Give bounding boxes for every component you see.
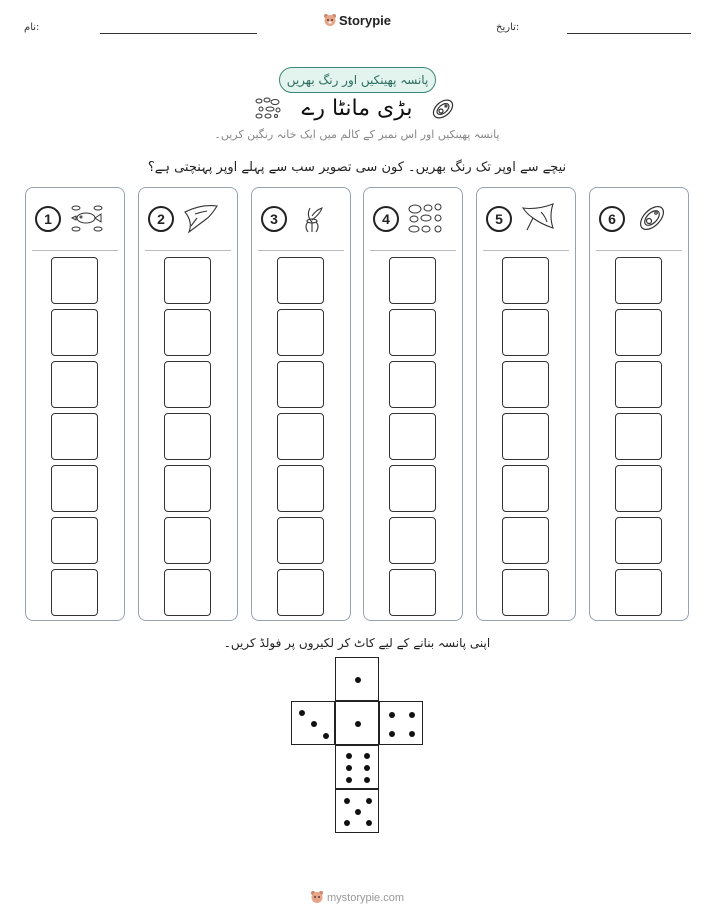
column-divider <box>483 250 569 251</box>
color-box[interactable] <box>51 569 98 616</box>
color-box[interactable] <box>502 257 549 304</box>
color-box[interactable] <box>277 465 324 512</box>
activity-pill: پانسہ پھینکیں اور رنگ بھریں <box>279 67 436 93</box>
manta-ray-icon <box>181 202 221 234</box>
color-box[interactable] <box>502 413 549 460</box>
die-face-6 <box>335 745 379 789</box>
die-pip <box>346 753 352 759</box>
color-box[interactable] <box>502 517 549 564</box>
die-pip <box>355 809 361 815</box>
color-box[interactable] <box>502 465 549 512</box>
color-box[interactable] <box>164 257 211 304</box>
color-box[interactable] <box>277 257 324 304</box>
die-pip <box>299 710 305 716</box>
color-box[interactable] <box>277 517 324 564</box>
column-3 <box>251 187 351 621</box>
color-box[interactable] <box>164 465 211 512</box>
color-box[interactable] <box>615 413 662 460</box>
instruction: نیچے سے اوپر تک رنگ بھریں۔ کون سی تصویر سب سے پہلے اوپر پہنچتی ہے؟ <box>147 160 567 175</box>
plankton-icon <box>253 96 283 120</box>
microbe-icon <box>632 202 672 234</box>
color-box[interactable] <box>615 257 662 304</box>
color-box[interactable] <box>164 309 211 356</box>
color-box[interactable] <box>389 309 436 356</box>
die-pip <box>346 765 352 771</box>
color-box[interactable] <box>51 309 98 356</box>
color-box[interactable] <box>502 309 549 356</box>
column-divider <box>258 250 344 251</box>
column-number: 6 <box>599 206 625 232</box>
color-box[interactable] <box>615 569 662 616</box>
die-pip <box>364 753 370 759</box>
color-box[interactable] <box>164 569 211 616</box>
column-number: 4 <box>373 206 399 232</box>
color-box[interactable] <box>51 257 98 304</box>
title-text: بڑی مانٹا رے <box>301 96 413 121</box>
color-box[interactable] <box>164 517 211 564</box>
footer <box>0 890 714 904</box>
name-line <box>100 33 257 34</box>
manta-ray-icon <box>519 202 559 234</box>
microbe-icon <box>430 96 456 122</box>
color-box[interactable] <box>502 569 549 616</box>
date-line <box>567 33 691 34</box>
brand-logo <box>0 13 714 28</box>
color-box[interactable] <box>615 517 662 564</box>
color-box[interactable] <box>51 361 98 408</box>
color-box[interactable] <box>389 517 436 564</box>
column-number: 1 <box>35 206 61 232</box>
column-divider <box>596 250 682 251</box>
die-face-1 <box>335 701 379 745</box>
page-title <box>0 96 714 121</box>
color-box[interactable] <box>502 361 549 408</box>
fish-school-icon <box>68 202 108 234</box>
color-box[interactable] <box>51 413 98 460</box>
column-2 <box>138 187 238 621</box>
color-box[interactable] <box>389 257 436 304</box>
date-label: تاریخ: <box>496 22 520 33</box>
die-pip <box>409 712 415 718</box>
color-box[interactable] <box>51 517 98 564</box>
storypie-bear-icon <box>323 13 337 27</box>
column-1 <box>25 187 125 621</box>
color-box[interactable] <box>389 361 436 408</box>
color-box[interactable] <box>277 309 324 356</box>
color-box[interactable] <box>51 465 98 512</box>
column-divider <box>370 250 456 251</box>
column-number: 3 <box>261 206 287 232</box>
column-divider <box>32 250 118 251</box>
storypie-bear-icon <box>310 890 324 904</box>
column-number: 5 <box>486 206 512 232</box>
color-box[interactable] <box>615 465 662 512</box>
die-face-5 <box>335 789 379 833</box>
color-box[interactable] <box>389 413 436 460</box>
die-pip <box>389 731 395 737</box>
color-box[interactable] <box>164 413 211 460</box>
die-pip <box>355 721 361 727</box>
die-pip <box>346 777 352 783</box>
die-face-4 <box>379 701 423 745</box>
column-divider <box>145 250 231 251</box>
die-face-3 <box>291 701 335 745</box>
die-pip <box>344 820 350 826</box>
color-box[interactable] <box>615 309 662 356</box>
color-box[interactable] <box>389 465 436 512</box>
die-pip <box>366 820 372 826</box>
color-box[interactable] <box>389 569 436 616</box>
die-pip <box>355 677 361 683</box>
die-pip <box>389 712 395 718</box>
die-pip <box>409 731 415 737</box>
column-4 <box>363 187 463 621</box>
die-pip <box>366 798 372 804</box>
name-label: نام: <box>24 22 40 33</box>
brand-name: Storypie <box>338 13 391 28</box>
die-pip <box>364 777 370 783</box>
subtitle: پانسہ پھینکیں اور اس نمبر کے کالم میں ایک خانہ رنگین کریں۔ <box>214 128 500 141</box>
die-pip <box>344 798 350 804</box>
plankton-icon <box>406 202 446 234</box>
column-5 <box>476 187 576 621</box>
fold-instruction: اپنی پانسہ بنانے کے لیے کاٹ کر لکیروں پر فولڈ کریں۔ <box>223 636 491 650</box>
color-box[interactable] <box>164 361 211 408</box>
die-pip <box>364 765 370 771</box>
color-box[interactable] <box>615 361 662 408</box>
footer-url: mystorypie.com <box>326 892 405 904</box>
color-box[interactable] <box>277 569 324 616</box>
column-6 <box>589 187 689 621</box>
column-number: 2 <box>148 206 174 232</box>
die-pip <box>311 721 317 727</box>
color-box[interactable] <box>277 413 324 460</box>
color-box[interactable] <box>277 361 324 408</box>
seaweed-icon <box>294 202 334 234</box>
die-pip <box>323 733 329 739</box>
die-face-1 <box>335 657 379 701</box>
